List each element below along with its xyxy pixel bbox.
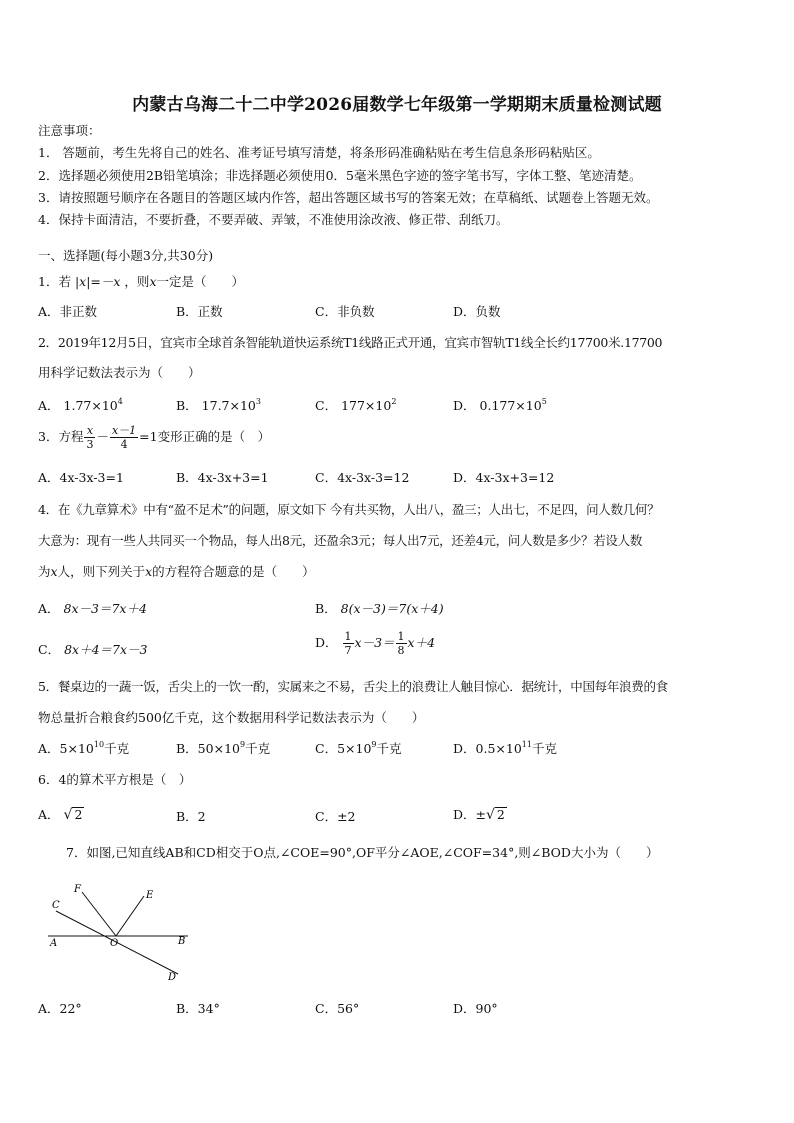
q3-option-d[interactable]: D．4x-3x+3=12 [453, 470, 555, 485]
notes-heading: 注意事项： [38, 123, 101, 138]
option-label: D．± [453, 807, 486, 822]
option-equation: x＋4 [407, 635, 436, 650]
label-f: F [74, 884, 81, 895]
section-heading: 一、选择题(每小题3分,共30分) [38, 248, 214, 263]
option-unit: 千克 [245, 741, 271, 756]
q3-option-a[interactable]: A．4x-3x-3=1 [38, 470, 124, 485]
q7-geometry-figure [38, 878, 198, 984]
fraction-numerator: 1 [397, 630, 405, 643]
question-6-stem: 6．4的算术平方根是（ ） [38, 772, 192, 787]
radicand: 2 [74, 807, 83, 822]
q2-option-b[interactable] [176, 396, 261, 414]
q7-option-d[interactable]: D．90° [453, 1001, 498, 1016]
option-label: A．5×10 [38, 741, 94, 756]
option-exp: 4 [117, 397, 123, 406]
option-equation: 8x＋4＝7x－3 [64, 642, 148, 657]
q6-option-c[interactable]: C．±2 [315, 809, 356, 824]
label-e: E [146, 890, 154, 901]
ray-of [82, 892, 116, 936]
q3-post: 变形正确的是（ ） [157, 429, 271, 444]
option-label: D．0.5×10 [453, 741, 522, 756]
q1-abs-expr: |x|=－x [74, 274, 121, 289]
note-item: 3．请按照题号顺序在各题目的答题区域内作答，超出答题区域书写的答案无效；在草稿纸、试题卷上答题无效。 [38, 190, 659, 205]
question-1-stem [38, 272, 244, 290]
option-exp: 9 [239, 740, 246, 749]
q7-option-a[interactable]: A．22° [38, 1001, 82, 1016]
note-item: 2．选择题必须使用2B铅笔填涂；非选择题必须使用0．5毫米黑色字迹的签字笔书写，字体工整、笔迹清楚。 [38, 168, 642, 183]
q1-option-d[interactable]: D．负数 [453, 304, 501, 319]
question-2-line2: 用科学记数法表示为（ ） [38, 365, 201, 380]
q4-text: 的方程符合题意的是（ ） [152, 564, 315, 579]
q3-pre: 3．方程 [38, 429, 84, 444]
radical-sign: √ [486, 807, 495, 823]
q2-option-d[interactable] [453, 396, 547, 414]
fraction-denominator: 7 [344, 644, 352, 657]
question-2-line1: 2．2019年12月5日，宜宾市全球首条智能轨道快运系统T1线路正式开通，宜宾市智轨T1线全长约17700米.17700 [38, 335, 663, 350]
q4-option-b[interactable] [315, 599, 444, 617]
q1-post: 一定是（ ） [156, 274, 245, 289]
option-base: 0.177×10 [479, 398, 542, 413]
option-exp: 9 [371, 740, 377, 749]
question-5-line2: 物总量折合粮食约500亿千克，这个数据用科学记数法表示为（ ） [38, 710, 425, 725]
note-item: 4．保持卡面清洁，不要折叠，不要弄破、弄皱，不准使用涂改液、修正带、刮纸刀。 [38, 212, 509, 227]
q4-var: x [50, 564, 58, 579]
q6-option-a[interactable] [38, 805, 84, 823]
q7-option-c[interactable]: C．56° [315, 1001, 360, 1016]
option-label: B． [315, 601, 337, 616]
option-label: B． [176, 398, 198, 413]
q3-fraction-2 [110, 424, 138, 451]
option-fraction [396, 630, 407, 657]
question-4-line2: 大意为：现有一些人共同买一个物品，每人出8元，还盈余3元；每人出7元，还差4元，问人数是多少？若设人数 [38, 533, 643, 548]
option-exp: 2 [391, 397, 397, 406]
label-b: B [178, 936, 186, 947]
fraction-denominator: 3 [86, 438, 94, 451]
q1-var: x [149, 274, 157, 289]
option-equation: 8x－3＝7x＋4 [63, 601, 147, 616]
option-base: 1.77×10 [63, 398, 118, 413]
label-d: D [168, 972, 177, 983]
label-o: O [110, 938, 119, 949]
q4-option-c[interactable] [38, 640, 147, 658]
question-7-stem: 7．如图,已知直线AB和CD相交于O点,∠COE=90°,OF平分∠AOE,∠COF=34°,则∠BOD大小为（ ） [66, 845, 659, 860]
option-label: C． [315, 398, 338, 413]
q3-equals: =1 [139, 429, 158, 444]
fraction-denominator: 4 [120, 438, 128, 451]
q3-option-c[interactable]: C．4x-3x-3=12 [315, 470, 410, 485]
q1-pre: 1．若 [38, 274, 71, 289]
option-exp: 5 [541, 397, 547, 406]
q4-var: x [145, 564, 153, 579]
q5-option-d[interactable] [453, 739, 557, 757]
q1-option-a[interactable]: A．非正数 [38, 304, 98, 319]
q3-minus: － [96, 429, 109, 444]
ray-oe [116, 896, 144, 936]
question-4-line1: 4．在《九章算术》中有“盈不足术”的问题，原文如下 今有共买物，人出八，盈三；人出七，不足四，问人数几何？ [38, 502, 660, 517]
option-base: 177×10 [341, 398, 392, 413]
option-label: A． [38, 398, 60, 413]
option-exp: 3 [255, 397, 261, 406]
option-fraction [343, 630, 354, 657]
option-base: 17.7×10 [201, 398, 256, 413]
fraction-numerator: x [84, 424, 95, 438]
q2-option-a[interactable] [38, 396, 123, 414]
q4-option-a[interactable] [38, 599, 147, 617]
note-item: 1． 答题前，考生先将自己的姓名、准考证号填写清楚，将条形码准确粘贴在考生信息条形码粘贴区。 [38, 145, 600, 160]
q3-fraction-1 [84, 424, 95, 451]
option-label: B．50×10 [176, 741, 240, 756]
question-3-stem [38, 424, 270, 451]
option-exp: 10 [93, 740, 105, 749]
option-exp: 11 [521, 740, 532, 749]
q1-option-c[interactable]: C．非负数 [315, 304, 375, 319]
q3-option-b[interactable]: B．4x-3x+3=1 [176, 470, 269, 485]
q5-option-c[interactable] [315, 739, 402, 757]
option-label: C． [38, 642, 61, 657]
option-label: C．5×10 [315, 741, 372, 756]
question-5-line1: 5．餐桌边的一蔬一饭，舌尖上的一饮一酌，实属来之不易，舌尖上的浪费让人触目惊心．据统计，中国每年浪费的食 [38, 679, 668, 694]
q6-option-d[interactable] [453, 805, 507, 823]
option-label: A． [38, 807, 60, 822]
q4-text: 为 [38, 564, 51, 579]
option-unit: 千克 [104, 741, 130, 756]
q7-option-b[interactable]: B．34° [176, 1001, 220, 1016]
q6-option-b[interactable]: B．2 [176, 809, 206, 824]
page-title: 内蒙古乌海二十二中学2026届数学七年级第一学期期末质量检测试题 [132, 95, 662, 115]
option-label: D． [453, 398, 476, 413]
q1-option-b[interactable]: B．正数 [176, 304, 223, 319]
option-label: A． [38, 601, 60, 616]
label-c: C [52, 900, 60, 911]
radical-sign: √ [63, 807, 73, 823]
q1-mid: ，则 [124, 274, 150, 289]
q5-option-a[interactable] [38, 739, 129, 757]
fraction-numerator: 1 [344, 630, 352, 643]
option-unit: 千克 [376, 741, 402, 756]
q5-option-b[interactable] [176, 739, 270, 757]
q4-option-d[interactable] [315, 630, 435, 657]
radicand: 2 [496, 807, 505, 822]
fraction-numerator: x－1 [111, 424, 137, 437]
option-label: D． [315, 635, 338, 650]
q4-text: 人，则下列关于 [57, 564, 146, 579]
option-unit: 千克 [531, 741, 557, 756]
fraction-denominator: 8 [397, 644, 405, 657]
label-a: A [50, 938, 58, 949]
option-equation: x－3＝ [354, 635, 395, 650]
q2-option-c[interactable] [315, 396, 396, 414]
question-4-line3 [38, 562, 315, 580]
option-equation: 8(x－3)＝7(x＋4) [340, 601, 444, 616]
